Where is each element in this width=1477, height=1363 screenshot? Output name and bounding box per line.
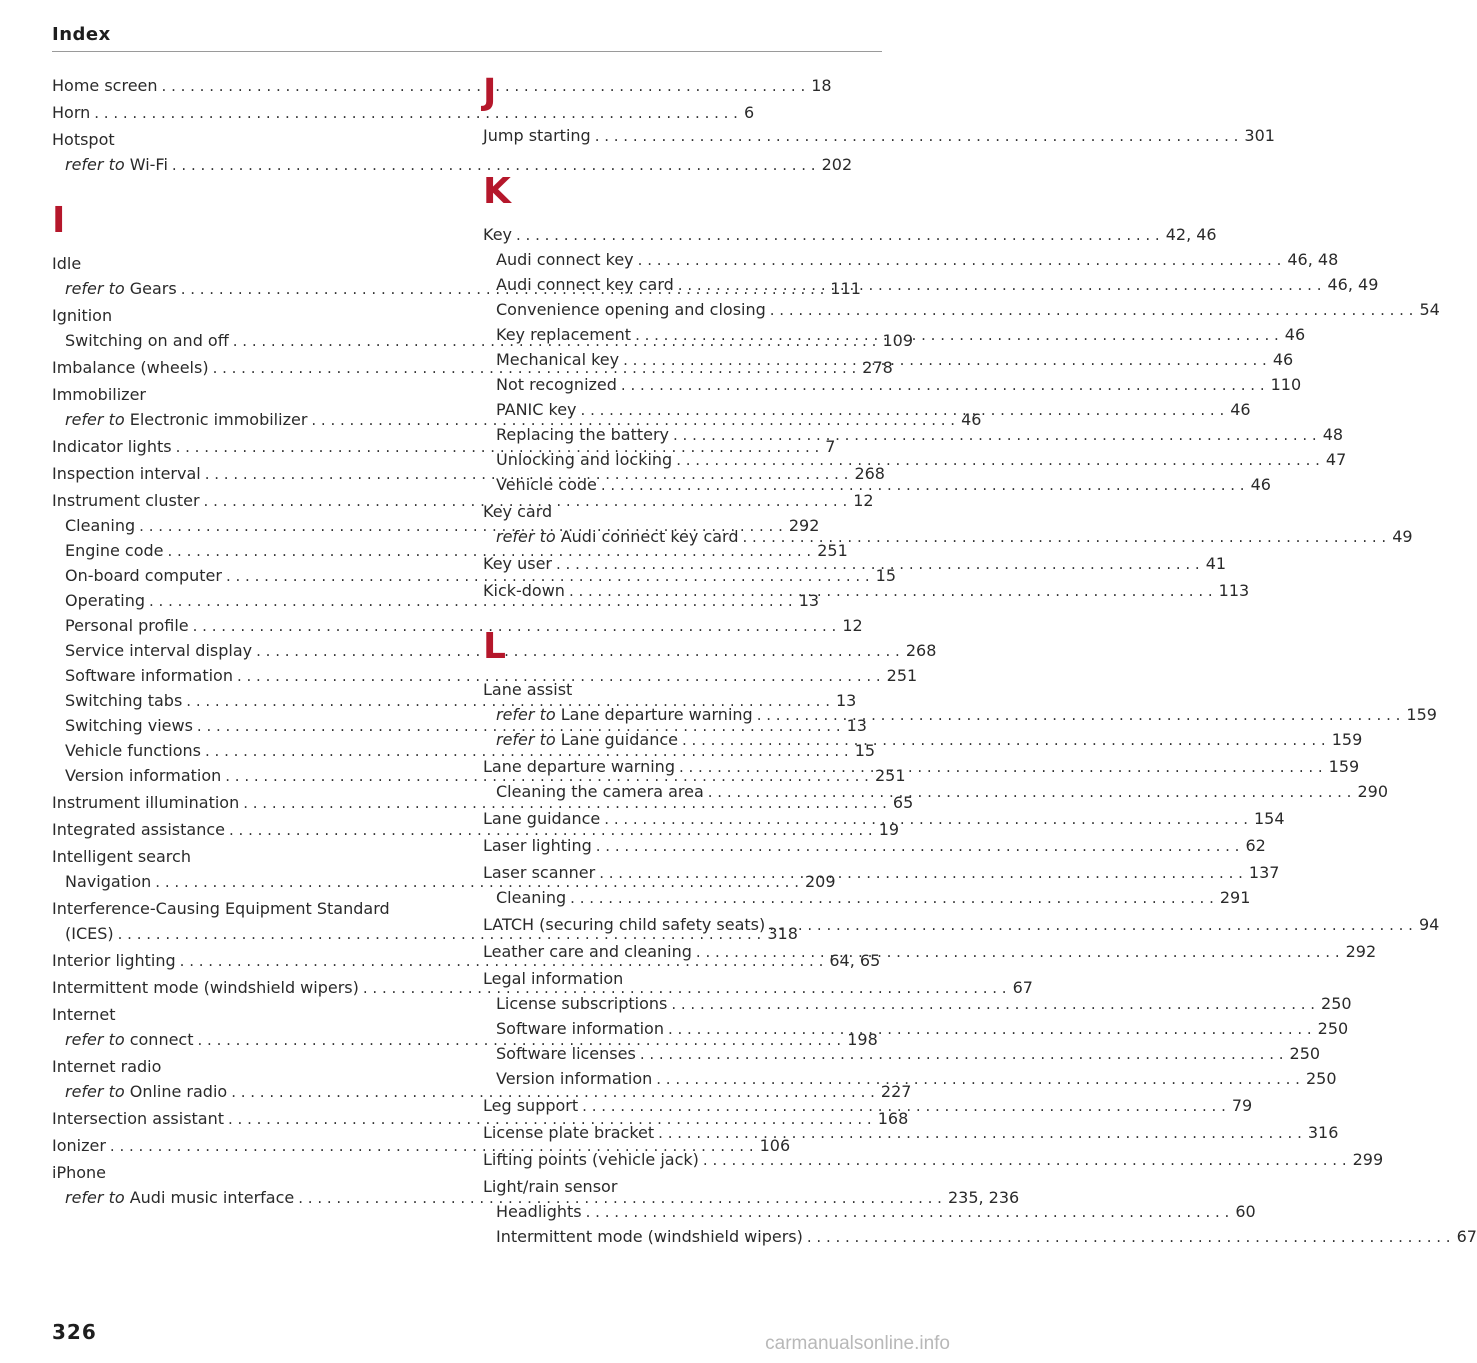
index-entry: [483, 1224, 1477, 1249]
entry-label: Vehicle functions: [65, 741, 201, 760]
index-entry: [483, 727, 1363, 752]
entry-label: Laser scanner: [483, 863, 596, 882]
dot-leader: [678, 273, 1322, 298]
page-reference: 154: [1253, 809, 1285, 828]
entry-label: Navigation: [65, 872, 152, 891]
index-entry: [52, 538, 848, 563]
entry-label: Engine code: [65, 541, 164, 560]
dot-leader: [807, 1225, 1451, 1250]
index-heading: [52, 896, 451, 921]
page-reference: 109: [882, 331, 913, 350]
section-letter: L: [483, 626, 506, 667]
entry-label: Switching views: [65, 716, 193, 735]
dot-leader: [757, 703, 1401, 728]
entry-label: Not recognized: [496, 375, 617, 394]
page-reference: 250: [1317, 1019, 1349, 1038]
page-reference: 46: [1250, 475, 1271, 494]
entry-label: On-board computer: [65, 566, 222, 585]
index-entry: [483, 939, 1377, 964]
index-heading: [52, 1054, 451, 1079]
entry-label: Horn: [52, 103, 91, 122]
entry-label: Kick-down: [483, 581, 565, 600]
index-entry: [52, 1106, 909, 1131]
page-reference: 291: [1219, 888, 1251, 907]
page-reference: 318: [767, 924, 798, 943]
entry-label: Cleaning the camera area: [496, 782, 704, 801]
page-reference: 46, 49: [1327, 275, 1379, 294]
page-reference: 19: [878, 820, 900, 839]
dot-leader: [640, 1042, 1284, 1067]
entry-label: Audi connect key card: [560, 527, 739, 546]
dot-leader: [623, 348, 1267, 373]
entry-label: Switching on and off: [65, 331, 229, 350]
entry-label: Ionizer: [52, 1136, 106, 1155]
entry-label: (ICES): [65, 924, 114, 943]
index-heading: [52, 251, 451, 276]
refer-to-prefix: refer to: [496, 730, 556, 749]
entry-label: Integrated assistance: [52, 820, 225, 839]
page-reference: 64, 65: [829, 951, 881, 970]
page-reference: 67: [1456, 1227, 1477, 1246]
index-heading: [52, 382, 451, 407]
refer-to-prefix: refer to: [65, 1030, 125, 1049]
page-reference: 268: [905, 641, 937, 660]
index-entry: [483, 1147, 1384, 1172]
index-heading: [483, 966, 882, 991]
page-reference: 202: [821, 155, 853, 174]
entry-label: Switching tabs: [65, 691, 183, 710]
index-entry: [483, 991, 1352, 1016]
index-heading: [52, 1160, 451, 1185]
entry-label: Instrument illumination: [52, 793, 240, 812]
page-reference: 42, 46: [1165, 225, 1217, 244]
entry-label: Software information: [496, 1019, 664, 1038]
index-entry: [483, 578, 1250, 603]
dot-leader: [682, 728, 1326, 753]
index-entry: [483, 1041, 1321, 1066]
entry-label: Interference-Causing Equipment Standard: [52, 899, 390, 918]
watermark: carmanualsonline.info: [765, 1333, 950, 1354]
entry-label: Headlights: [496, 1202, 582, 1221]
index-heading: [52, 1002, 451, 1027]
dot-leader: [769, 913, 1413, 938]
page-reference: 159: [1406, 705, 1437, 724]
page-reference: 6: [743, 103, 755, 122]
entry-label: Audi music interface: [129, 1188, 295, 1207]
page-reference: 48: [1322, 425, 1344, 444]
entry-label: Home screen: [52, 76, 158, 95]
entry-label: Instrument cluster: [52, 491, 200, 510]
entry-label: Intermittent mode (windshield wipers): [496, 1227, 803, 1246]
index-entry: [483, 472, 1271, 497]
entry-label: Indicator lights: [52, 437, 172, 456]
entry-label: Lane assist: [483, 680, 573, 699]
index-entry: [483, 1016, 1349, 1041]
entry-label: Laser lighting: [483, 836, 592, 855]
page-reference: 290: [1357, 782, 1389, 801]
dot-leader: [676, 448, 1320, 473]
entry-label: Cleaning: [496, 888, 567, 907]
dot-leader: [679, 755, 1323, 780]
refer-to-prefix: refer to: [65, 279, 125, 298]
entry-label: Lane guidance: [483, 809, 601, 828]
entry-label: Inspection interval: [52, 464, 201, 483]
page-reference: 41: [1205, 554, 1227, 573]
page-number: 326: [52, 1320, 97, 1344]
entry-label: Light/rain sensor: [483, 1177, 618, 1196]
dot-leader: [635, 323, 1279, 348]
entry-label: Jump starting: [483, 126, 591, 145]
page-reference: 251: [886, 666, 918, 685]
section-letter: I: [52, 200, 66, 241]
entry-label: Key user: [483, 554, 552, 573]
entry-label: Wi-Fi: [129, 155, 168, 174]
page-reference: 46: [1284, 325, 1306, 344]
dot-leader: [658, 1121, 1302, 1146]
entry-label: Electronic immobilizer: [129, 410, 308, 429]
index-entry: [52, 663, 918, 688]
entry-label: Legal information: [483, 969, 624, 988]
page-reference: 60: [1235, 1202, 1256, 1221]
entry-label: Operating: [65, 591, 145, 610]
index-entry: [483, 297, 1440, 322]
page-reference: 15: [854, 741, 876, 760]
entry-label: LATCH (securing child safety seats): [483, 915, 766, 934]
entry-label: Idle: [52, 254, 82, 273]
index-entry: [483, 524, 1413, 549]
page-reference: 110: [1270, 375, 1302, 394]
page-reference: 46, 48: [1287, 250, 1339, 269]
entry-label: Gears: [129, 279, 177, 298]
entry-label: Service interval display: [65, 641, 253, 660]
entry-label: iPhone: [52, 1163, 107, 1182]
page-reference: 250: [1321, 994, 1352, 1013]
page-reference: 12: [853, 491, 874, 510]
entry-label: Intersection assistant: [52, 1109, 225, 1128]
page-reference: 47: [1325, 450, 1347, 469]
page-reference: 65: [892, 793, 914, 812]
entry-label: Lane departure warning: [560, 705, 753, 724]
entry-label: Key: [483, 225, 513, 244]
entry-label: Version information: [496, 1069, 653, 1088]
dot-leader: [703, 1148, 1347, 1173]
entry-label: Intermittent mode (windshield wipers): [52, 978, 359, 997]
entry-label: Personal profile: [65, 616, 189, 635]
index-entry: [483, 833, 1266, 858]
page-reference: 209: [805, 872, 836, 891]
index-heading: [483, 499, 882, 524]
page-reference: 94: [1418, 915, 1440, 934]
entry-label: Online radio: [129, 1082, 228, 1101]
page-reference: 250: [1289, 1044, 1321, 1063]
dot-leader: [638, 248, 1282, 273]
dot-leader: [581, 398, 1225, 423]
index-entry: [483, 447, 1347, 472]
index-heading: [483, 677, 882, 702]
dot-leader: [708, 780, 1352, 805]
page-reference: 251: [817, 541, 848, 560]
dot-leader: [770, 298, 1414, 323]
index-entry: [52, 613, 863, 638]
page-reference: 301: [1244, 126, 1275, 145]
dot-leader: [586, 1200, 1230, 1225]
index-entry: [483, 702, 1437, 727]
entry-label: Internet radio: [52, 1057, 162, 1076]
entry-label: Hotspot: [52, 130, 115, 149]
page-title: Index: [52, 24, 111, 45]
page-reference: 15: [875, 566, 897, 585]
entry-label: License subscriptions: [496, 994, 668, 1013]
section-letter: J: [483, 72, 497, 113]
entry-label: Cleaning: [65, 516, 136, 535]
page-reference: 111: [830, 279, 861, 298]
dot-leader: [596, 834, 1240, 859]
index-entry: [483, 860, 1280, 885]
dot-leader: [621, 373, 1265, 398]
entry-label: Mechanical key: [496, 350, 620, 369]
page-reference: 18: [811, 76, 832, 95]
index-entry: [483, 222, 1217, 247]
page-reference: 62: [1245, 836, 1266, 855]
index-entry: [52, 73, 832, 98]
entry-label: Lane departure warning: [483, 757, 675, 776]
page-reference: 292: [788, 516, 820, 535]
dot-leader: [556, 552, 1200, 577]
entry-label: Unlocking and locking: [496, 450, 673, 469]
index-entry: [483, 123, 1275, 148]
index-entry: [483, 397, 1251, 422]
entry-label: PANIC key: [496, 400, 577, 419]
page-reference: 79: [1231, 1096, 1253, 1115]
page-reference: 54: [1419, 300, 1440, 319]
index-entry: [52, 1079, 912, 1104]
index-heading: [52, 844, 451, 869]
dot-leader: [671, 992, 1315, 1017]
page-reference: 198: [847, 1030, 878, 1049]
index-heading: [52, 303, 451, 328]
entry-label: Lane guidance: [560, 730, 678, 749]
page-reference: 299: [1352, 1150, 1384, 1169]
dot-leader: [570, 886, 1214, 911]
entry-label: Lifting points (vehicle jack): [483, 1150, 699, 1169]
entry-label: Audi connect key card: [496, 275, 674, 294]
page-reference: 113: [1218, 581, 1250, 600]
entry-label: License plate bracket: [483, 1123, 655, 1142]
index-entry: [483, 885, 1251, 910]
page-reference: 268: [854, 464, 885, 483]
index-entry: [52, 1133, 791, 1158]
page-header: [52, 24, 882, 52]
page-reference: 13: [846, 716, 867, 735]
dot-leader: [595, 124, 1239, 149]
index-entry: [483, 247, 1339, 272]
entry-label: Immobilizer: [52, 385, 146, 404]
entry-label: Software licenses: [496, 1044, 636, 1063]
dot-leader: [668, 1017, 1312, 1042]
entry-label: Intelligent search: [52, 847, 191, 866]
entry-label: Imbalance (wheels): [52, 358, 209, 377]
page-reference: 13: [798, 591, 820, 610]
index-entry: [52, 100, 755, 125]
entry-label: Ignition: [52, 306, 113, 325]
page-reference: 137: [1248, 863, 1280, 882]
page-reference: 12: [842, 616, 863, 635]
page-reference: 278: [862, 358, 893, 377]
page-reference: 251: [874, 766, 906, 785]
index-heading: [52, 127, 451, 152]
dot-leader: [673, 423, 1317, 448]
page-reference: 159: [1328, 757, 1360, 776]
entry-label: Version information: [65, 766, 222, 785]
dot-leader: [696, 940, 1340, 965]
dot-leader: [569, 579, 1213, 604]
page-reference: 7: [825, 437, 836, 456]
entry-label: Leg support: [483, 1096, 579, 1115]
page-reference: 292: [1345, 942, 1377, 961]
entry-label: connect: [129, 1030, 194, 1049]
index-entry: [52, 152, 853, 177]
dot-leader: [582, 1094, 1226, 1119]
index-entry: [483, 1199, 1256, 1224]
index-entry: [483, 1093, 1253, 1118]
entry-label: Interior lighting: [52, 951, 176, 970]
dot-leader: [599, 861, 1243, 886]
page-reference: 13: [836, 691, 857, 710]
page-reference: 168: [877, 1109, 909, 1128]
page-reference: 46: [961, 410, 982, 429]
index-entry: [483, 912, 1440, 937]
dot-leader: [656, 1067, 1300, 1092]
page-reference: 49: [1392, 527, 1413, 546]
page-reference: 235, 236: [947, 1188, 1020, 1207]
index-heading: [483, 1174, 882, 1199]
entry-label: Software information: [65, 666, 233, 685]
refer-to-prefix: refer to: [65, 155, 125, 174]
entry-label: Convenience opening and closing: [496, 300, 766, 319]
entry-label: Replacing the battery: [496, 425, 670, 444]
page-reference: 46: [1230, 400, 1251, 419]
index-entry: [483, 372, 1302, 397]
page-reference: 67: [1012, 978, 1033, 997]
entry-label: Leather care and cleaning: [483, 942, 692, 961]
refer-to-prefix: refer to: [496, 527, 556, 546]
page-reference: 46: [1272, 350, 1294, 369]
entry-label: Internet: [52, 1005, 116, 1024]
dot-leader: [516, 223, 1160, 248]
page-reference: 316: [1307, 1123, 1339, 1142]
index-entry: [483, 422, 1344, 447]
refer-to-prefix: refer to: [65, 1082, 125, 1101]
index-entry: [483, 272, 1379, 297]
entry-label: Key replacement: [496, 325, 632, 344]
page-reference: 227: [880, 1082, 912, 1101]
refer-to-prefix: refer to: [65, 410, 125, 429]
index-entry: [52, 638, 937, 663]
entry-label: Vehicle code: [496, 475, 597, 494]
page-reference: 159: [1331, 730, 1363, 749]
dot-leader: [601, 473, 1245, 498]
page-reference: 250: [1305, 1069, 1337, 1088]
refer-to-prefix: refer to: [496, 705, 556, 724]
index-entry: [483, 1120, 1339, 1145]
page-reference: 106: [759, 1136, 791, 1155]
dot-leader: [743, 525, 1387, 550]
entry-label: Key card: [483, 502, 553, 521]
refer-to-prefix: refer to: [65, 1188, 125, 1207]
section-letter: K: [483, 171, 511, 212]
index-entry: [483, 1066, 1337, 1091]
dot-leader: [604, 807, 1248, 832]
entry-label: Audi connect key: [496, 250, 634, 269]
